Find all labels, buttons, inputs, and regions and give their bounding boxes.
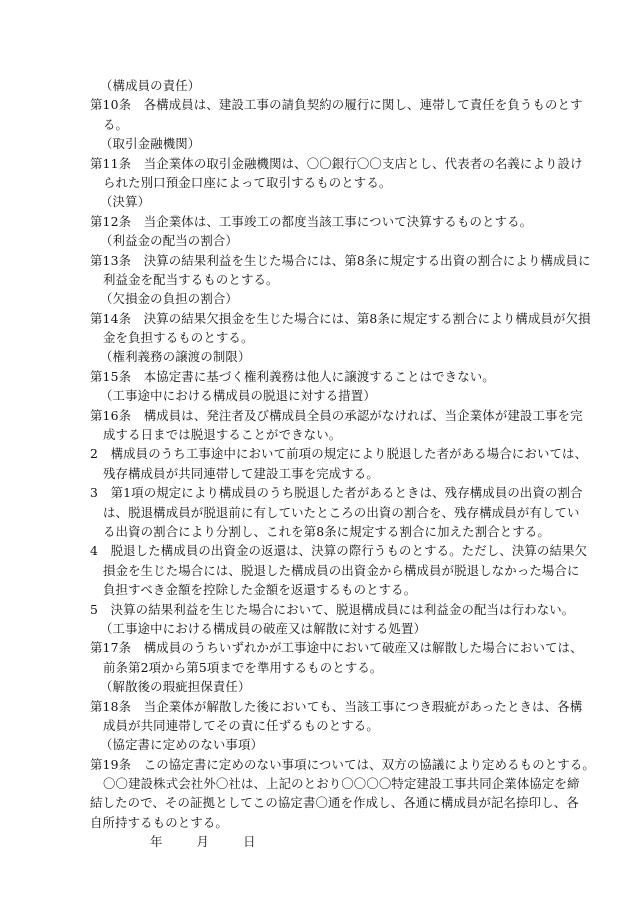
text-line: 残存構成員が共同連帯して建設工事を完成する。 [103, 465, 379, 481]
article-text-line: 第11条 当企業体の取引金融機関は、〇〇銀行〇〇支店とし、代表者の名義により設け [90, 155, 583, 171]
text-line: 負担すべき金額を控除した金額を返還するものとする。 [103, 582, 417, 598]
article-caption: （権利義務の譲渡の制限） [100, 349, 251, 365]
article-text-line: 第19条 この協定書に定めのない事項については、双方の協議により定めるものとする。 [90, 756, 595, 772]
text-line: 成する日までは脱退することができない。 [103, 427, 342, 443]
article-caption: （協定書に定めのない事項） [100, 737, 264, 753]
text-line: 〇〇建設株式会社外〇社は、上記のとおり〇〇〇〇特定建設工事共同企業体協定を締 [103, 776, 580, 792]
text-line: 利益金を配当するものとする。 [103, 271, 279, 287]
date-month-label: 月 [196, 834, 210, 850]
text-line: られた別口預金口座によって取引するものとする。 [103, 174, 392, 190]
article-caption: （構成員の責任） [100, 78, 201, 93]
article-caption: （欠損金の負担の割合） [100, 291, 238, 307]
article-text-line: 第18条 当企業体が解散した後においても、当該工事につき瑕疵があったときは、各構 [90, 698, 583, 714]
article-text-line: 第16条 構成員は、発注者及び構成員全員の承認がなければ、当企業体が建設工事を完 [90, 407, 583, 423]
article-caption: （取引金融機関） [100, 136, 201, 152]
article-text-line: 自所持するものとする。 [90, 814, 228, 830]
article-text-line: 3 第1項の規定により構成員のうち脱退した者があるときは、残存構成員の出資の割合 [90, 485, 583, 501]
date-line [90, 832, 550, 851]
article-text-line: 第10条 各構成員は、建設工事の請負契約の履行に関し、連帯して責任を負うものとす [90, 97, 583, 113]
article-text-line: 第14条 決算の結果欠損金を生じた場合には、第8条に規定する割合により構成員が欠損 [90, 310, 591, 326]
article-text-line: 2 構成員のうち工事途中において前項の規定により脱退した者がある場合においては、 [90, 446, 588, 462]
article-text-line: 4 脱退した構成員の出資金の返還は、決算の際行うものとする。ただし、決算の結果欠 [90, 543, 588, 559]
article-caption: （工事途中における構成員の脱退に対する措置） [100, 388, 376, 404]
text-line: 損金を生じた場合には、脱退した構成員の出資金から構成員が脱退しなかった場合に [103, 562, 580, 578]
date-year-label: 年 [150, 834, 163, 850]
article-text-line: 第12条 当企業体は、工事竣工の都度当該工事について決算するものとする。 [90, 213, 533, 229]
text-line: る出資の割合により分割し、これを第8条に規定する割合に加えた割合とする。 [103, 523, 550, 539]
article-text-line: 第15条 本協定書に基づく権利義務は他人に譲渡することはできない。 [90, 368, 495, 384]
text-line: 金を負担するものとする。 [103, 330, 254, 346]
article-caption: （利益金の配当の割合） [100, 233, 238, 249]
date-day-label: 日 [243, 834, 256, 850]
text-line: る。 [103, 116, 129, 132]
article-text-line: 第17条 構成員のうちいずれかが工事途中において破産又は解散した場合においては、 [90, 640, 583, 656]
agreement-document [90, 76, 595, 852]
article-caption: （解散後の瑕疵担保責任） [100, 679, 251, 695]
article-text-line: 結したので、その証拠としてこの協定書〇通を作成し、各通に構成員が記名捺印し、各 [90, 795, 579, 811]
text-line: 成員が共同連帯してその責に任ずるものとする。 [103, 717, 379, 733]
article-text-line: 5 決算の結果利益を生じた場合において、脱退構成員には利益金の配当は行わない。 [90, 601, 575, 617]
article-text-line: 第13条 決算の結果利益を生じた場合には、第8条に規定する出資の割合により構成員に [90, 252, 591, 268]
article-caption: （工事途中における構成員の破産又は解散に対する処置） [100, 620, 427, 636]
text-line: は、脱退構成員が脱退前に有していたところの出資の割合を、残存構成員が有してい [103, 504, 580, 520]
text-line: 前条第2項から第5項までを準用するものとする。 [103, 659, 383, 675]
article-caption: （決算） [100, 194, 151, 210]
